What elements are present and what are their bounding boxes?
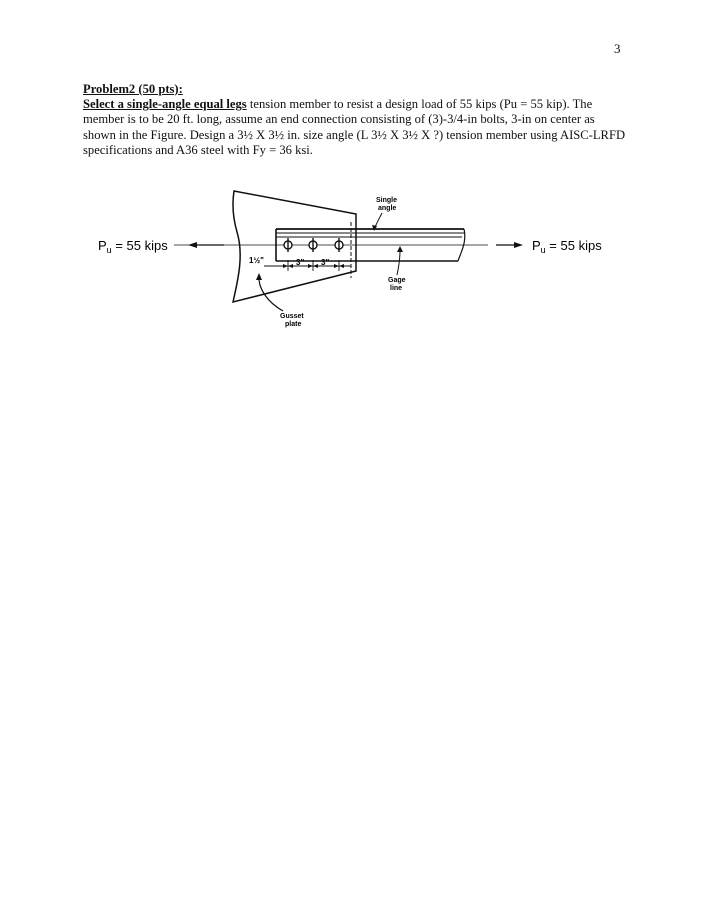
connection-figure <box>84 170 622 335</box>
gusset-plate-label-2: plate <box>285 321 302 328</box>
gusset-plate-label-1: Gusset <box>280 313 304 320</box>
gage-line-leader <box>397 250 400 275</box>
gage-line-label-1: Gage <box>388 277 406 284</box>
left-load-label: $P_u = 55$ kips <box>98 238 168 255</box>
gage-line-label-2: line <box>390 285 403 292</box>
gusset-plate-leader <box>259 276 283 311</box>
page-number: 3 <box>614 41 621 56</box>
problem-statement <box>83 82 628 158</box>
problem-title: Problem2 (50 pts): <box>83 82 183 96</box>
left-load-arrow <box>188 242 224 248</box>
single-angle-label-2: angle <box>378 205 397 212</box>
problem-lead: Select a single-angle equal legs <box>83 97 247 112</box>
right-load-arrow <box>496 242 523 248</box>
problem-body: tension member to resist a design load of 55 kips (Pu = 55 kip). The member is to be 20 ft. long, assume an end connection consisting of (3)-3/4-in bolts, 3-in on center as shown in the Figure. Design a 3½ X 3½ in. size angle (L 3½ X 3½ X ?) tension member using AISC-LRFD specifications and A36 steel with Fy = 36 ksi. <box>83 97 626 157</box>
right-load-label: $P_u = 55$ kips <box>532 238 602 255</box>
single-angle-label-1: Single <box>376 197 398 204</box>
dim-spacing-1-label: 3" <box>296 258 305 267</box>
dim-spacing-2-label: 3" <box>321 258 330 267</box>
dim-edge-label: 1½" <box>249 256 264 265</box>
connection-diagram <box>84 170 622 335</box>
